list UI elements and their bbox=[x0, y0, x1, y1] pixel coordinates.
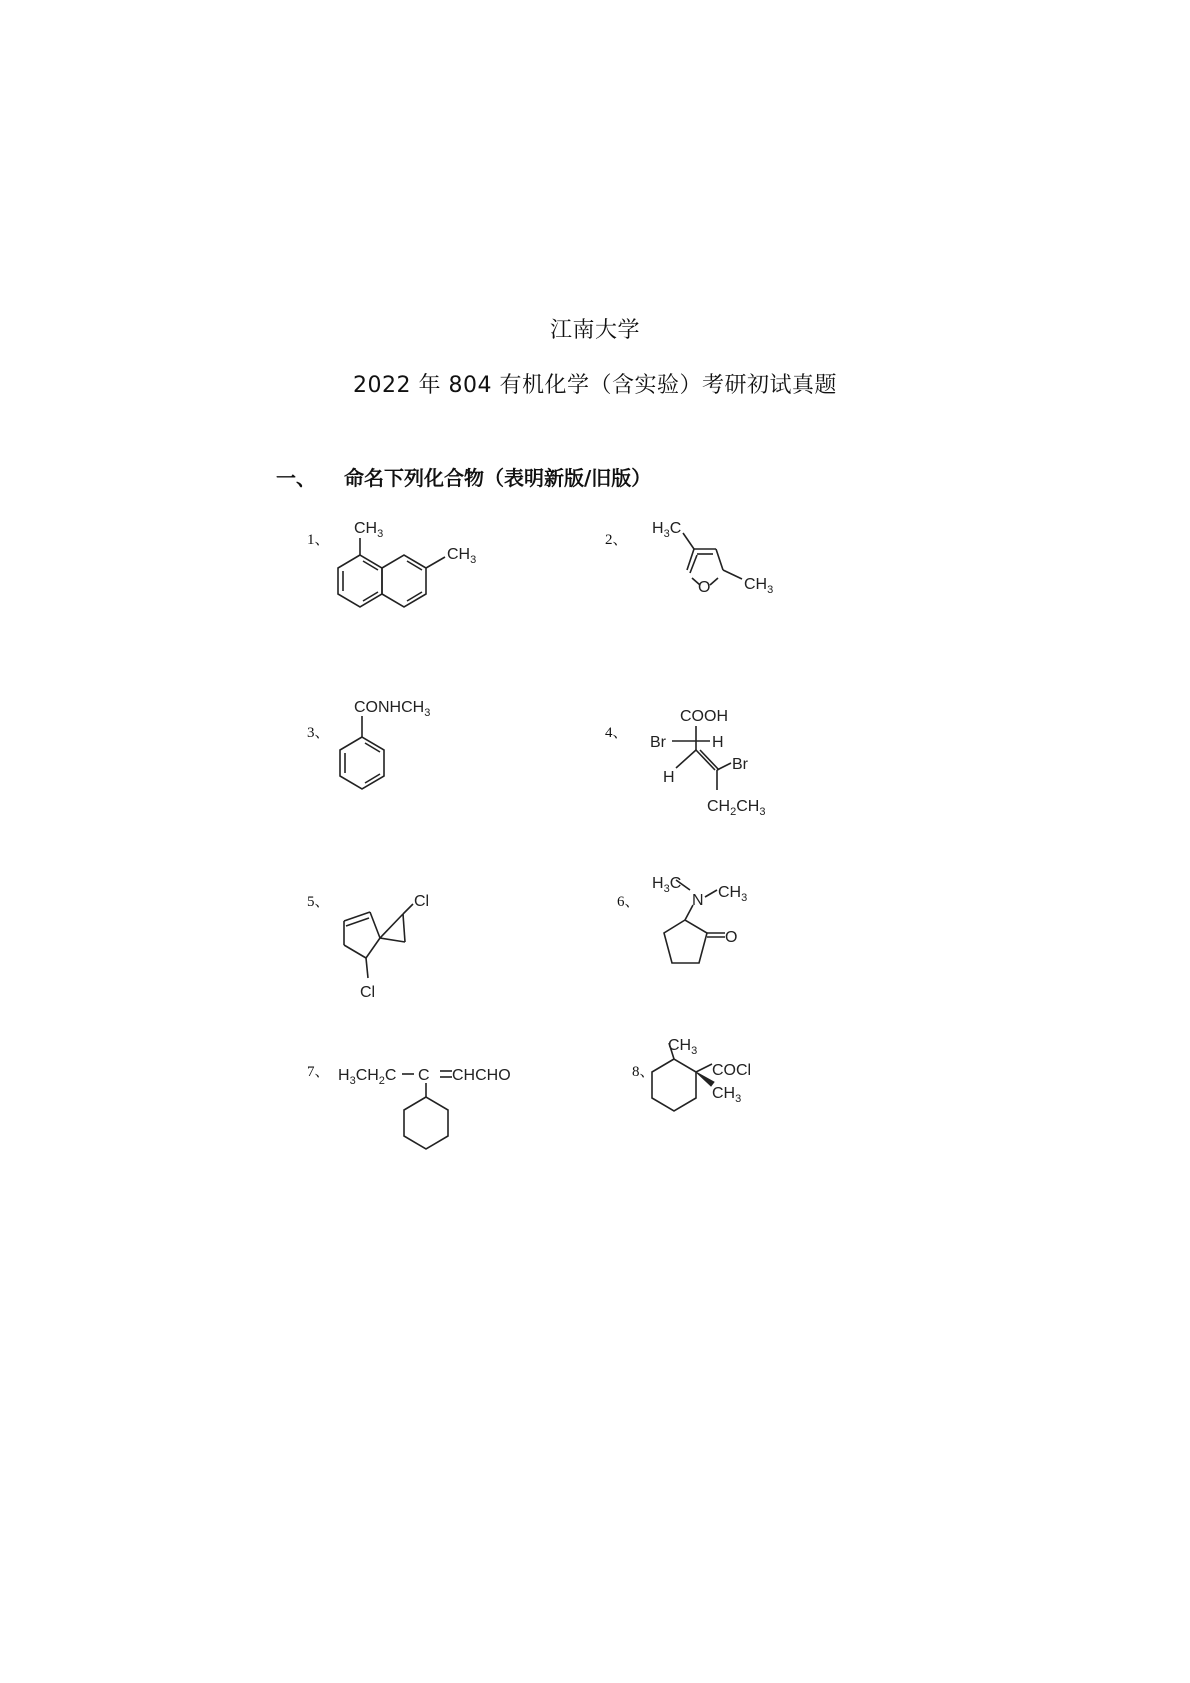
question-number-1: 1、 bbox=[307, 532, 330, 548]
methyl-label-1b: $CH_3$ bbox=[447, 546, 477, 566]
university-name: 江南大学 bbox=[549, 318, 640, 343]
chlorine-label-5b: Cl bbox=[360, 984, 376, 1001]
methyl-label-2a: $H_3C$ bbox=[652, 520, 682, 540]
methyl-label-8a: $CH_3$ bbox=[668, 1037, 698, 1057]
bromine-label-4b: Br bbox=[732, 756, 748, 773]
question-number-6: 6、 bbox=[617, 894, 640, 910]
exam-title: 2022 年 804 有机化学（含实验）考研初试真题 bbox=[353, 373, 837, 398]
methyl-label-6a: $H_3C$ bbox=[652, 875, 682, 895]
acyl-chloride-label: COCl bbox=[712, 1062, 752, 1079]
bromine-label-4a: Br bbox=[650, 734, 666, 751]
question-number-7: 7、 bbox=[307, 1064, 330, 1080]
carbonyl-oxygen: O bbox=[725, 929, 738, 946]
carboxyl-label: COOH bbox=[680, 708, 728, 725]
question-number-2: 2、 bbox=[605, 532, 628, 548]
question-number-8: 8、 bbox=[632, 1064, 655, 1080]
ethyl-label-7: $H_3CH_2C$ bbox=[338, 1067, 397, 1087]
methyl-label-6b: $CH_3$ bbox=[718, 884, 748, 904]
carbon-label-7: C bbox=[418, 1067, 430, 1084]
amide-label: $CONHCH_3$ bbox=[354, 699, 431, 719]
ethyl-label: $CH_2CH_3$ bbox=[707, 798, 766, 818]
methyl-label-8b: $CH_3$ bbox=[712, 1085, 742, 1105]
aldehyde-label: CHCHO bbox=[452, 1067, 511, 1084]
methyl-label-2b: $CH_3$ bbox=[744, 576, 774, 596]
section-title: 命名下列化合物（表明新版/旧版） bbox=[344, 466, 652, 490]
question-number-4: 4、 bbox=[605, 725, 628, 741]
section-number: 一、 bbox=[276, 466, 316, 490]
question-number-5: 5、 bbox=[307, 894, 330, 910]
nitrogen-label: N bbox=[692, 892, 704, 909]
chlorine-label-5a: Cl bbox=[414, 893, 430, 910]
furan-oxygen: O bbox=[698, 579, 711, 596]
hydrogen-label-4a: H bbox=[712, 734, 724, 751]
question-number-3: 3、 bbox=[307, 725, 330, 741]
hydrogen-label-4b: H bbox=[663, 769, 675, 786]
methyl-label-1a: $CH_3$ bbox=[354, 520, 384, 540]
